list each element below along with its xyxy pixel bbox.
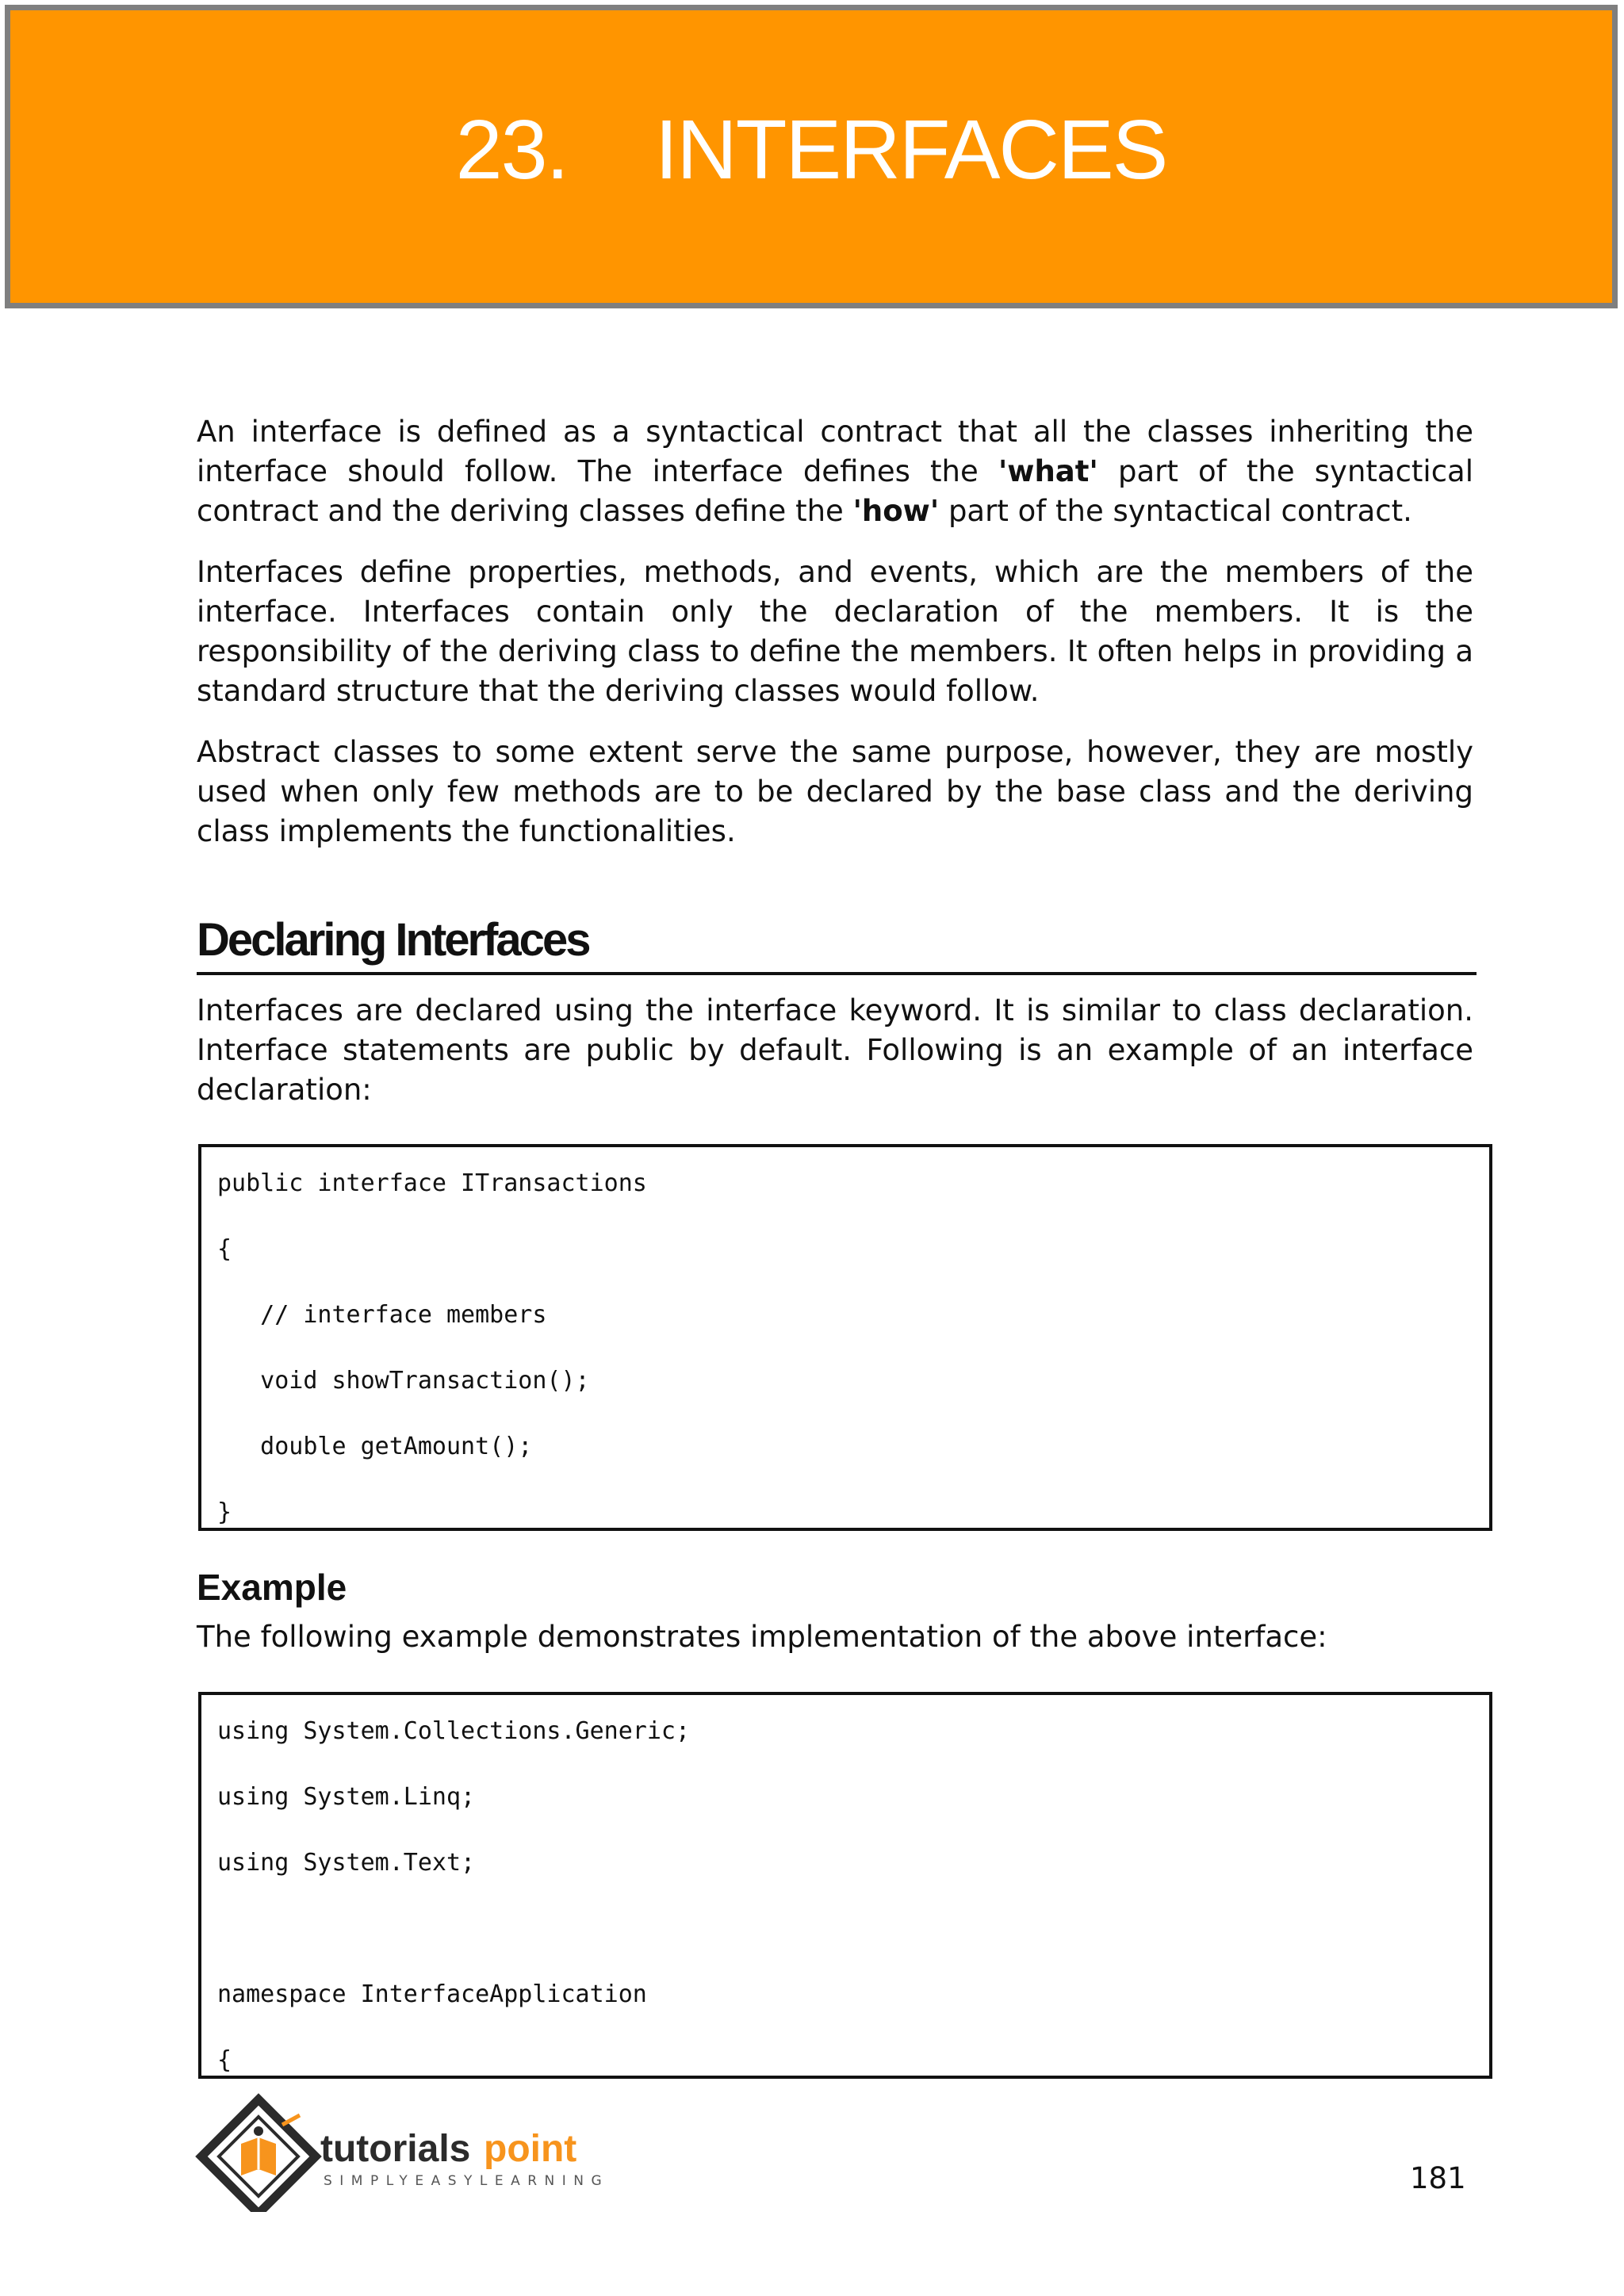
intro-p1-text-b: part of the syntactical contract and the deriving classes define the xyxy=(197,454,1474,528)
example-section xyxy=(197,1617,1473,1678)
code-line: namespace InterfaceApplication xyxy=(217,1980,647,2008)
intro-p1-text-a: An interface is defined as a syntactical contract that all the classes inheriting the interface should follow. The interface defines the xyxy=(197,415,1473,488)
bold-what: 'what' xyxy=(998,454,1098,488)
page-number: 181 xyxy=(1410,2161,1466,2195)
code-line: public interface ITransactions xyxy=(217,1169,647,1197)
code-line: using System.Linq; xyxy=(217,1783,476,1811)
bold-how: 'how' xyxy=(852,494,940,528)
chapter-banner xyxy=(5,5,1618,308)
intro-paragraph-2: Interfaces define properties, methods, and events, which are the members of the interface. Interfaces contain only the declaration of the members. It is the responsibility of the deriving class to define the members. It often helps in providing a standard structure that the deriving classes would follow. xyxy=(197,555,1473,708)
logo-text-tutorials: tutorials xyxy=(320,2128,471,2170)
example-code-block xyxy=(198,1692,1492,2079)
code-line: { xyxy=(217,2046,232,2074)
example-heading: Example xyxy=(197,1567,347,1608)
code-line: using System.Text; xyxy=(217,1849,476,1877)
tutorialspoint-logo xyxy=(195,2093,639,2212)
intro-p1-text-c: part of the syntactical contract. xyxy=(939,494,1412,528)
declaring-paragraph: Interfaces are declared using the interface keyword. It is similar to class declaration. Interface statements are public by default. Following is an example of an interface declaration: xyxy=(197,993,1473,1107)
code-line: { xyxy=(217,1235,232,1263)
code-line xyxy=(217,1896,1473,1961)
chapter-number: 23. xyxy=(455,103,568,197)
logo-tagline: SIMPLYEASYLEARNING xyxy=(324,2173,610,2189)
chapter-name: INTERFACES xyxy=(654,103,1167,197)
logo-diamond-icon xyxy=(201,2099,316,2212)
intro-section xyxy=(197,412,1473,873)
declaring-section xyxy=(197,991,1473,1131)
code-line: void showTransaction(); xyxy=(217,1367,590,1395)
logo-text-point: point xyxy=(484,2128,577,2170)
example-paragraph: The following example demonstrates implementation of the above interface: xyxy=(197,1620,1327,1654)
intro-paragraph-1 xyxy=(197,412,1473,531)
intro-paragraph-3: Abstract classes to some extent serve the same purpose, however, they are mostly used when only few methods are to be declared by the base class and the deriving class implements the functionalities. xyxy=(197,735,1473,848)
declaring-interfaces-heading: Declaring Interfaces xyxy=(197,912,1477,975)
chapter-title xyxy=(456,102,1167,198)
interface-code-block xyxy=(198,1144,1492,1531)
code-line: } xyxy=(217,1498,232,1526)
code-line: using System.Collections.Generic; xyxy=(217,1717,691,1745)
code-line: double getAmount(); xyxy=(217,1433,533,1460)
code-line: // interface members xyxy=(217,1301,547,1329)
